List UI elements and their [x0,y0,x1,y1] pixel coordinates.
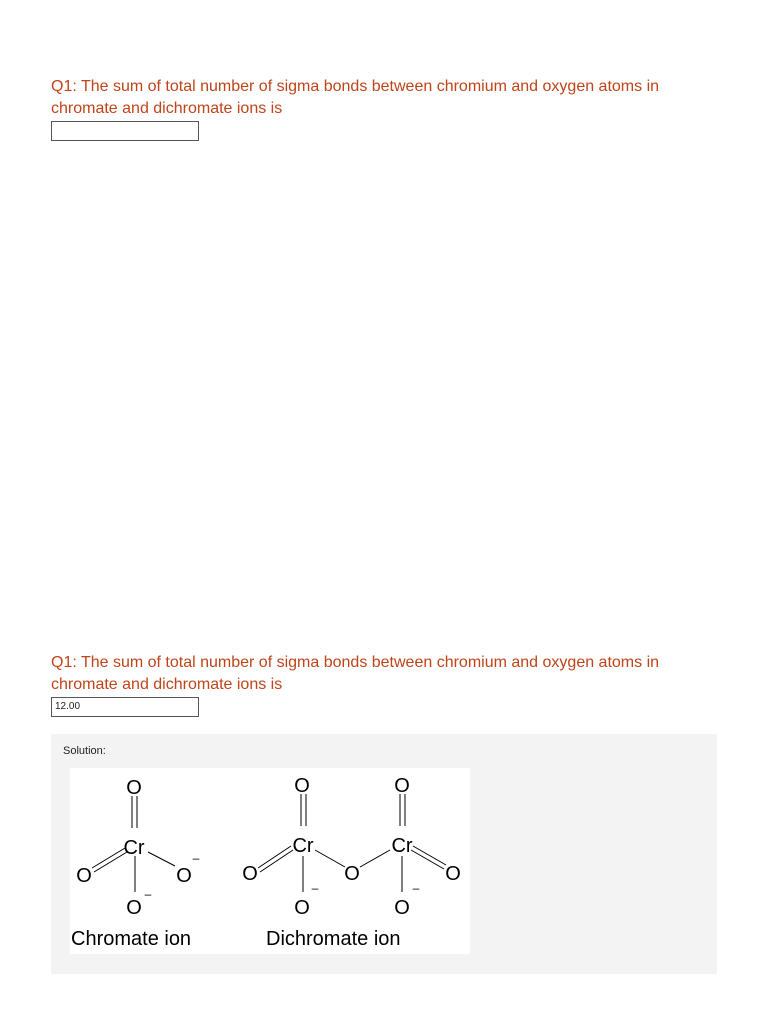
chromate-double-bond-left-b [94,852,127,872]
dichromate-right-charge: – [412,881,420,895]
chromate-oxygen-top: O [126,777,142,799]
dichromate-bridging-oxygen: O [344,863,360,885]
dichromate-left-oxygen-left: O [242,863,258,885]
answer-input-filled[interactable]: 12.00 [51,697,199,717]
dichromate-left-double-bond-left-a [258,846,291,868]
dichromate-caption: Dichromate ion [266,928,401,950]
dichromate-bridge-bond-left [315,850,345,867]
answer-input[interactable] [51,121,199,141]
chromate-oxygen-right: O [176,865,192,887]
chromate-double-bond-left-a [92,848,125,868]
dichromate-right-chromium: Cr [391,835,413,857]
dichromate-right-oxygen-right: O [445,863,461,885]
dichromate-left-oxygen-bottom: O [294,897,310,919]
question-text-answered: Q1: The sum of total number of sigma bonds between chromium and oxygen atoms in chromate and dichromate ions is [51,654,660,693]
chromate-chromium: Cr [123,837,145,859]
solution-panel [51,734,717,974]
dichromate-right-oxygen-bottom: O [394,897,410,919]
question-text: Q1: The sum of total number of sigma bonds between chromium and oxygen atoms in chromate and dichromate ions is [51,78,660,117]
chromate-charge-right: – [192,851,200,865]
dichromate-bridge-bond-right [360,850,390,867]
dichromate-right-double-bond-right-a [413,846,446,865]
chromate-dichromate-structure-figure [70,768,470,954]
dichromate-right-double-bond-right-b [411,850,444,869]
chromate-oxygen-bottom: O [126,897,142,919]
chromate-caption: Chromate ion [71,928,192,950]
dichromate-left-charge: – [311,881,319,895]
chromate-oxygen-left: O [76,865,92,887]
dichromate-right-oxygen-top: O [394,775,410,797]
dichromate-left-chromium: Cr [292,835,314,857]
chromate-charge-bottom: – [144,887,152,901]
dichromate-left-oxygen-top: O [294,775,310,797]
chromate-single-bond-right [148,852,175,866]
dichromate-left-double-bond-left-b [260,850,293,872]
structure-diagram [70,768,470,954]
solution-label: Solution: [63,745,106,757]
